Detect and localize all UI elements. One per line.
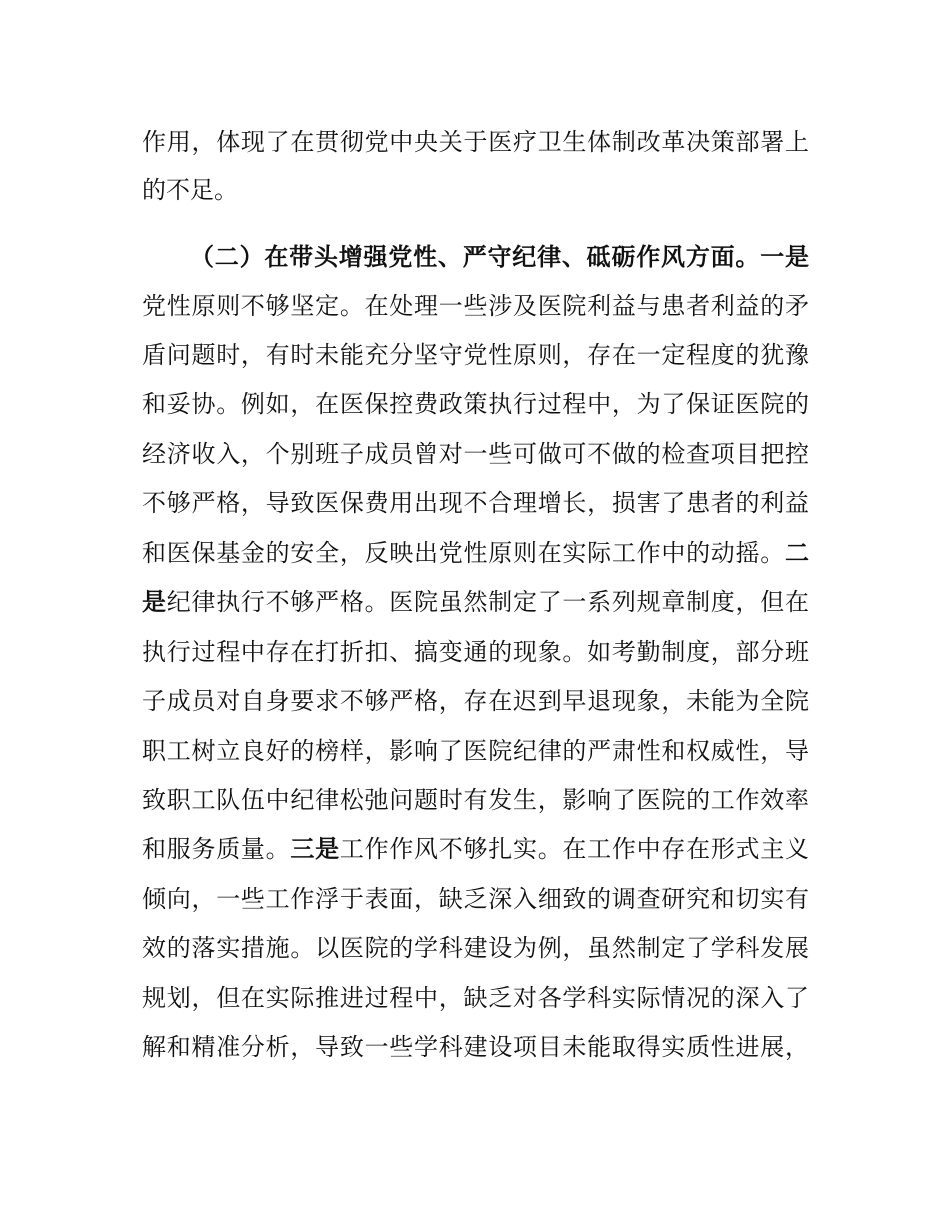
text-run: 倾向，一些工作浮于表面，缺乏深入细致的调查研究和切实有 xyxy=(142,885,809,913)
text-line xyxy=(142,331,809,379)
text-line xyxy=(142,430,809,478)
text-run: 不够严格，导致医保费用出现不合理增长，损害了患者的利益 xyxy=(142,489,809,517)
text-run: 子成员对自身要求不够严格，存在迟到早退现象，未能为全院 xyxy=(142,687,809,715)
text-run: 解和精准分析，导致一些学科建设项目未能取得实质性进展， xyxy=(142,1033,809,1061)
text-line xyxy=(142,628,809,676)
text-line xyxy=(142,1023,809,1071)
text-line xyxy=(142,677,809,725)
text-line xyxy=(142,380,809,428)
text-run: 和医保基金的安全，反映出党性原则在实际工作中的动摇。 xyxy=(142,539,785,567)
text-run: 盾问题时，有时未能充分坚守党性原则，存在一定程度的犹豫 xyxy=(142,341,809,369)
text-run: 效的落实措施。以医院的学科建设为例，虽然制定了学科发展 xyxy=(142,934,809,962)
bold-marker: 三是 xyxy=(290,835,340,863)
text-line xyxy=(142,875,809,923)
text-line xyxy=(142,118,809,166)
bold-marker: 是 xyxy=(142,588,167,616)
section-heading xyxy=(190,233,809,281)
heading-text: （二）在带头增强党性、严守纪律、砥砺作风方面。一是 xyxy=(190,243,809,271)
text-line xyxy=(142,282,809,330)
text-line xyxy=(142,578,809,626)
text-line xyxy=(142,529,809,577)
text-run: 作用，体现了在贯彻党中央关于医疗卫生体制改革决策部署上 xyxy=(142,128,809,156)
text-run: 经济收入，个别班子成员曾对一些可做可不做的检查项目把控 xyxy=(142,440,809,468)
text-line xyxy=(142,727,809,775)
text-line xyxy=(142,479,809,527)
text-run: 的不足。 xyxy=(142,176,238,204)
text-run: 致职工队伍中纪律松弛问题时有发生，影响了医院的工作效率 xyxy=(142,786,809,814)
bold-marker: 二 xyxy=(785,539,809,567)
text-run: 纪律执行不够严格。医院虽然制定了一系列规章制度，但在 xyxy=(166,588,810,616)
text-line xyxy=(142,825,809,873)
text-line xyxy=(142,166,238,214)
text-run: 党性原则不够坚定。在处理一些涉及医院利益与患者利益的矛 xyxy=(142,292,809,320)
text-run: 职工树立良好的榜样，影响了医院纪律的严肃性和权威性，导 xyxy=(142,737,809,765)
text-line xyxy=(142,974,809,1022)
text-run: 执行过程中存在打折扣、搞变通的现象。如考勤制度，部分班 xyxy=(142,638,809,666)
text-run: 和服务质量。 xyxy=(142,835,291,863)
text-line xyxy=(142,776,809,824)
text-line xyxy=(142,924,809,972)
text-run: 工作作风不够扎实。在工作中存在形式主义 xyxy=(339,835,810,863)
text-run: 规划，但在实际推进过程中，缺乏对各学科实际情况的深入了 xyxy=(142,984,809,1012)
text-run: 和妥协。例如，在医保控费政策执行过程中，为了保证医院的 xyxy=(142,390,809,418)
